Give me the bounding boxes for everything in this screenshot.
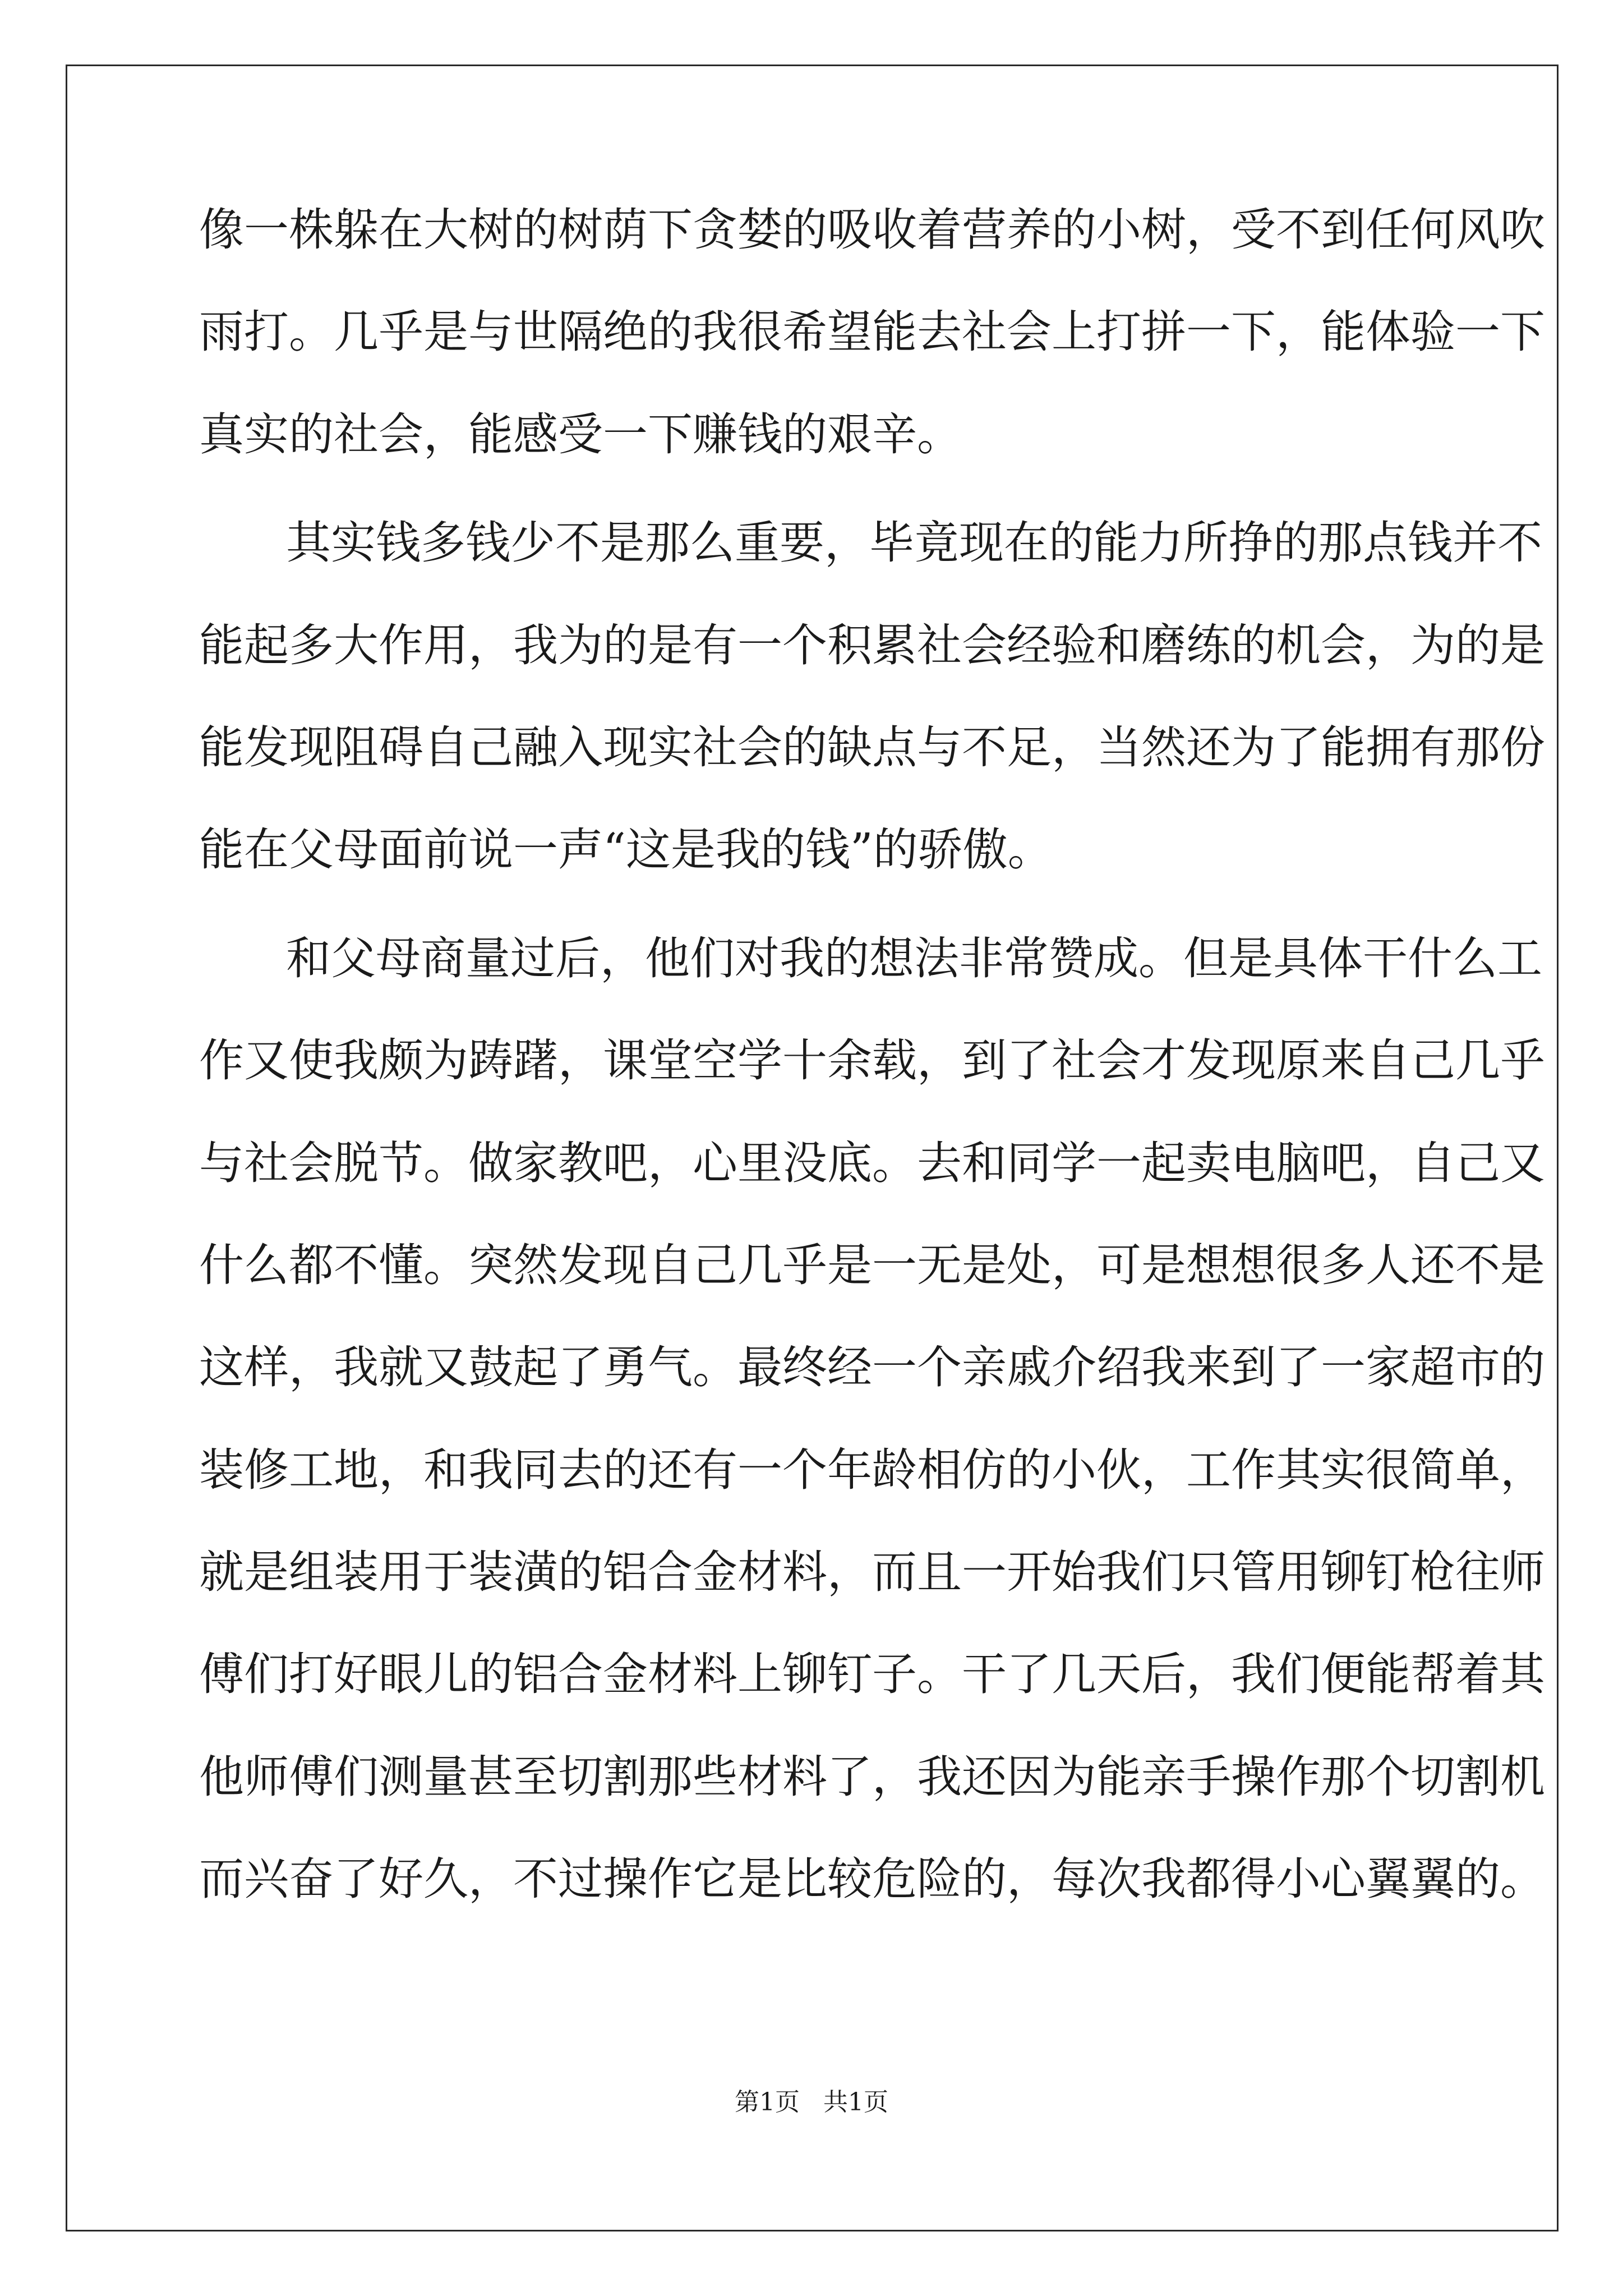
paragraph-2 (199, 516, 1545, 932)
text-line: 和父母商量过后，他们对我的想法非常赞成。但是具体干什么工 (286, 932, 1542, 984)
text-line: 雨打。几乎是与世隔绝的我很希望能去社会上打拼一下，能体验一下 (199, 306, 1545, 358)
text-line: 能在父母面前说一声“这是我的钱”的骄傲。 (199, 823, 1053, 876)
text-line: 与社会脱节。做家教吧，心里没底。去和同学一起卖电脑吧，自己又 (199, 1137, 1545, 1189)
paragraph-1 (199, 203, 1545, 516)
document-body (199, 203, 1545, 1955)
text-line: 而兴奋了好久，不过操作它是比较危险的，每次我都得小心翼翼的。 (199, 1853, 1545, 1906)
text-line: 他师傅们测量甚至切割那些材料了，我还因为能亲手操作那个切割机 (199, 1750, 1545, 1803)
text-line: 能起多大作用，我为的是有一个积累社会经验和磨练的机会，为的是 (199, 619, 1545, 671)
text-line: 像一株躲在大树的树荫下贪婪的吸收着营养的小树，受不到任何风吹 (199, 204, 1545, 256)
text-line: 这样，我就又鼓起了勇气。最终经一个亲戚介绍我来到了一家超市的 (199, 1341, 1545, 1394)
text-line: 什么都不懂。突然发现自己几乎是一无是处，可是想想很多人还不是 (199, 1239, 1545, 1291)
text-line: 其实钱多钱少不是那么重要，毕竟现在的能力所挣的那点钱并不 (286, 517, 1542, 569)
text-line: 能发现阻碍自己融入现实社会的缺点与不足，当然还为了能拥有那份 (199, 721, 1545, 774)
paragraph-3 (199, 932, 1545, 1955)
text-line: 真实的社会，能感受一下赚钱的艰辛。 (199, 408, 962, 461)
page-number: 第1页 共1页 (735, 2088, 888, 2116)
text-line: 傅们打好眼儿的铝合金材料上铆钉子。干了几天后，我们便能帮着其 (199, 1648, 1545, 1701)
text-line: 作又使我颇为踌躇，课堂空学十余载，到了社会才发现原来自己几乎 (199, 1034, 1545, 1087)
text-line: 就是组装用于装潢的铝合金材料，而且一开始我们只管用铆钉枪往师 (199, 1546, 1545, 1599)
text-line: 装修工地，和我同去的还有一个年龄相仿的小伙，工作其实很简单， (199, 1443, 1545, 1496)
